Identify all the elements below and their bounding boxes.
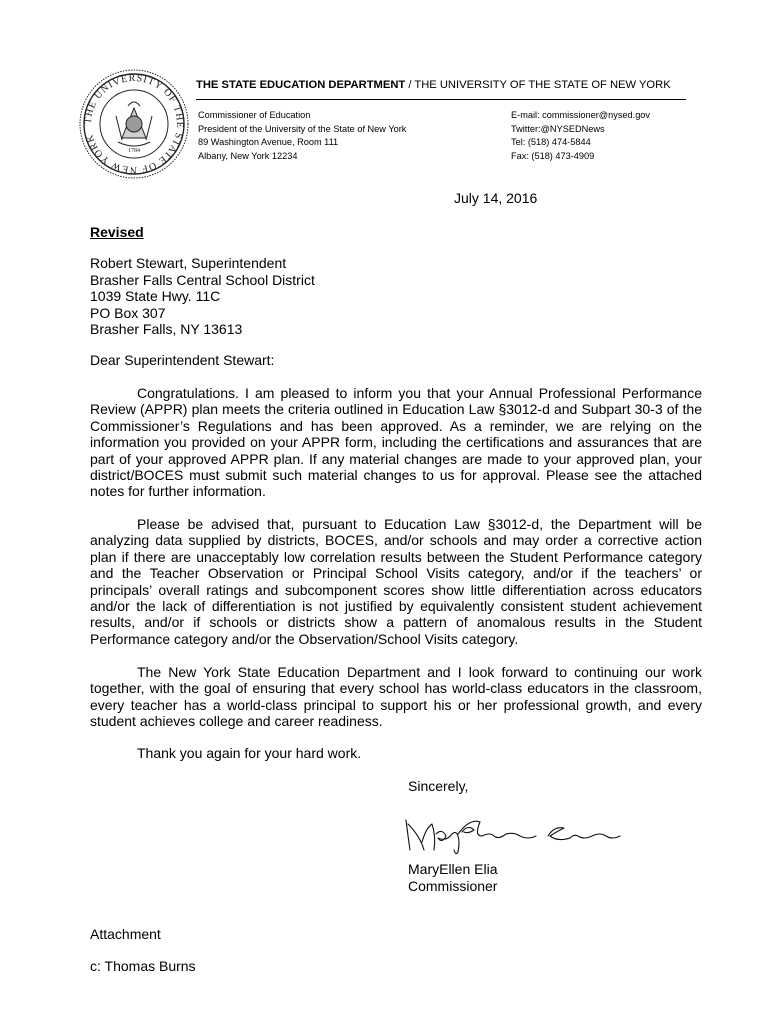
salutation: Dear Superintendent Stewart: xyxy=(90,352,275,368)
closing-line: Sincerely, xyxy=(408,778,469,794)
contact-line: Tel: (518) 474-5844 xyxy=(511,137,591,147)
letterhead-title-bold: THE STATE EDUCATION DEPARTMENT xyxy=(196,79,406,91)
contact-line: E-mail: commissioner@nysed.gov xyxy=(511,110,651,120)
office-line: 89 Washington Avenue, Room 111 xyxy=(198,137,339,147)
body-paragraph: The New York State Education Department and I look forward to continuing our work together, with the goal of ensuring that every school has world-class educators in the classroom, every teacher has a world-class principal to support his or her professional growth, and every student achieves college and career readiness. xyxy=(90,664,702,730)
letterhead-office-block xyxy=(198,109,406,163)
svg-text:1784: 1784 xyxy=(128,148,140,154)
recipient-line: Brasher Falls, NY 13613 xyxy=(90,321,243,337)
recipient-line: Brasher Falls Central School District xyxy=(90,271,315,288)
contact-line: Twitter:@NYSEDNews xyxy=(511,123,605,134)
svg-text:THE UNIVERSITY OF THE STATE OF: THE UNIVERSITY OF THE STATE OF NEW YORK xyxy=(82,72,186,176)
signer-title: Commissioner xyxy=(408,877,498,894)
thanks-line: Thank you again for your hard work. xyxy=(137,745,362,761)
contact-line: Fax: (518) 473-4909 xyxy=(511,150,595,161)
letterhead-title xyxy=(196,79,696,91)
letterhead-divider xyxy=(196,99,686,100)
letterhead-contact-block xyxy=(511,109,650,163)
attachment-note: Attachment xyxy=(90,926,161,942)
recipient-line: 1039 State Hwy. 11C xyxy=(90,288,221,304)
signer-block xyxy=(408,861,497,894)
recipient-line: Robert Stewart, Superintendent xyxy=(90,255,287,271)
revised-label: Revised xyxy=(90,224,144,240)
office-line: Commissioner of Education xyxy=(198,110,311,120)
letter-date: July 14, 2016 xyxy=(454,190,538,206)
recipient-line: PO Box 307 xyxy=(90,304,166,321)
office-line: President of the University of the State of New York xyxy=(198,123,407,134)
body-paragraph: Congratulations. I am pleased to inform you that your Annual Professional Performance Review (APPR) plan meets the criteria outlined in Education Law §3012-d and Subpart 30-3 of the Commissioner’s Regulations and has been approved. As a reminder, we are relying on the information you provided on your APPR form, including the certifications and assurances that are part of your approved APPR plan. If any material changes are made to your approved plan, your district/BOCES must submit such material changes to us for approval. Please see the attached notes for further information. xyxy=(90,385,702,500)
handwritten-signature xyxy=(398,806,628,858)
cc-line: c: Thomas Burns xyxy=(90,958,196,974)
office-line: Albany, New York 12234 xyxy=(198,150,298,161)
letterhead-title-rest: / THE UNIVERSITY OF THE STATE OF NEW YORK xyxy=(405,79,671,91)
signer-name: MaryEllen Elia xyxy=(408,861,498,877)
body-paragraph: Please be advised that, pursuant to Education Law §3012-d, the Department will be analyzing data supplied by districts, BOCES, and/or schools and may order a corrective action plan if there are unacceptably low correlation results between the Student Performance category and the Teacher Observation or Principal School Visits category, and/or if the teachers’ or principals’ overall ratings and subcomponent scores show little differentiation across educators and/or the lack of differentiation is not justified by equivalently consistent student achievement results, and/or if schools or districts show a pattern of anomalous results in the Student Performance category and/or the Observation/School Visits category. xyxy=(90,516,702,647)
recipient-address xyxy=(90,255,315,338)
state-seal-logo xyxy=(78,68,190,180)
